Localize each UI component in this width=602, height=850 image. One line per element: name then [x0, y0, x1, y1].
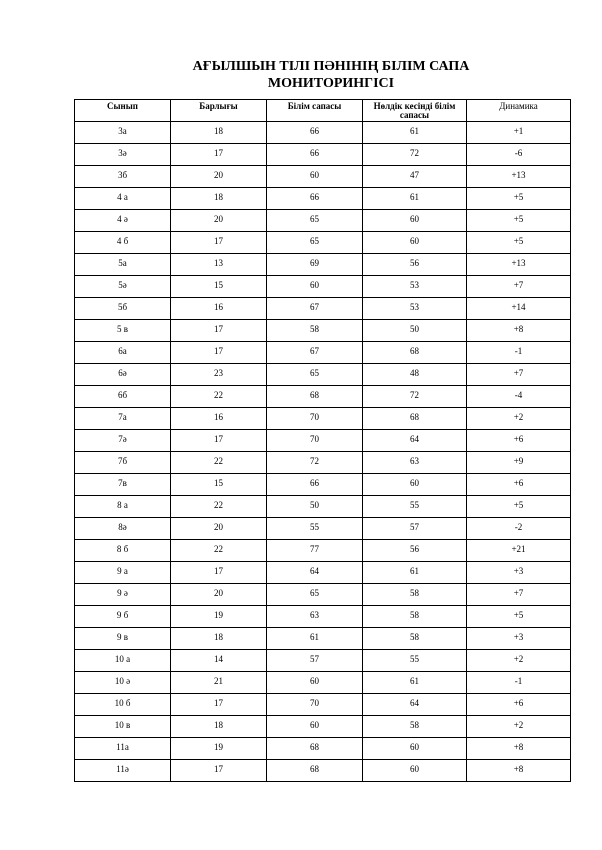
dynamics-cell: +14: [467, 298, 571, 320]
table-row: [75, 408, 571, 430]
class-cell: 8 а: [75, 496, 171, 518]
total-cell: 21: [171, 672, 267, 694]
total-cell: 17: [171, 760, 267, 782]
class-cell: 7ә: [75, 430, 171, 452]
header-class: Сынып: [75, 100, 171, 122]
total-cell: 18: [171, 716, 267, 738]
zero-section-quality-cell: 53: [363, 298, 467, 320]
zero-section-quality-cell: 61: [363, 122, 467, 144]
dynamics-cell: +1: [467, 122, 571, 144]
total-cell: 22: [171, 496, 267, 518]
table-row: [75, 518, 571, 540]
class-cell: 4 ә: [75, 210, 171, 232]
dynamics-cell: +5: [467, 188, 571, 210]
table-row: [75, 320, 571, 342]
total-cell: 18: [171, 122, 267, 144]
table-row: [75, 694, 571, 716]
zero-section-quality-cell: 64: [363, 430, 467, 452]
dynamics-cell: +21: [467, 540, 571, 562]
zero-section-quality-cell: 60: [363, 474, 467, 496]
zero-section-quality-cell: 58: [363, 584, 467, 606]
total-cell: 16: [171, 408, 267, 430]
dynamics-cell: +5: [467, 232, 571, 254]
zero-section-quality-cell: 61: [363, 562, 467, 584]
dynamics-cell: +5: [467, 210, 571, 232]
knowledge-quality-cell: 60: [267, 166, 363, 188]
knowledge-quality-cell: 65: [267, 584, 363, 606]
knowledge-quality-cell: 61: [267, 628, 363, 650]
knowledge-quality-cell: 65: [267, 210, 363, 232]
dynamics-cell: -6: [467, 144, 571, 166]
document-title: [60, 58, 602, 92]
zero-section-quality-cell: 56: [363, 540, 467, 562]
zero-section-quality-cell: 61: [363, 188, 467, 210]
zero-section-quality-cell: 53: [363, 276, 467, 298]
dynamics-cell: -4: [467, 386, 571, 408]
table-row: [75, 210, 571, 232]
knowledge-quality-cell: 66: [267, 474, 363, 496]
class-cell: 3ә: [75, 144, 171, 166]
class-cell: 8 б: [75, 540, 171, 562]
zero-section-quality-cell: 50: [363, 320, 467, 342]
total-cell: 19: [171, 738, 267, 760]
table-row: [75, 276, 571, 298]
total-cell: 17: [171, 694, 267, 716]
knowledge-quality-cell: 70: [267, 430, 363, 452]
table-row: [75, 122, 571, 144]
total-cell: 17: [171, 562, 267, 584]
dynamics-cell: +8: [467, 320, 571, 342]
dynamics-cell: +5: [467, 496, 571, 518]
knowledge-quality-cell: 58: [267, 320, 363, 342]
table-row: [75, 716, 571, 738]
dynamics-cell: +7: [467, 276, 571, 298]
dynamics-cell: +13: [467, 254, 571, 276]
zero-section-quality-cell: 55: [363, 650, 467, 672]
quality-monitoring-table: [74, 99, 571, 782]
class-cell: 10 а: [75, 650, 171, 672]
dynamics-cell: +8: [467, 760, 571, 782]
table-row: [75, 144, 571, 166]
table-row: [75, 386, 571, 408]
table-row: [75, 232, 571, 254]
dynamics-cell: +9: [467, 452, 571, 474]
knowledge-quality-cell: 64: [267, 562, 363, 584]
knowledge-quality-cell: 57: [267, 650, 363, 672]
zero-section-quality-cell: 60: [363, 760, 467, 782]
dynamics-cell: +5: [467, 606, 571, 628]
class-cell: 5 в: [75, 320, 171, 342]
class-cell: 9 ә: [75, 584, 171, 606]
dynamics-cell: +6: [467, 430, 571, 452]
zero-section-quality-cell: 47: [363, 166, 467, 188]
zero-section-quality-cell: 68: [363, 408, 467, 430]
total-cell: 20: [171, 518, 267, 540]
total-cell: 17: [171, 342, 267, 364]
class-cell: 10 б: [75, 694, 171, 716]
class-cell: 11ә: [75, 760, 171, 782]
total-cell: 15: [171, 276, 267, 298]
total-cell: 22: [171, 386, 267, 408]
class-cell: 4 а: [75, 188, 171, 210]
dynamics-cell: +2: [467, 716, 571, 738]
dynamics-cell: +6: [467, 694, 571, 716]
header-knowledge-quality: Білім сапасы: [267, 100, 363, 122]
knowledge-quality-cell: 55: [267, 518, 363, 540]
header-dynamics: Динамика: [467, 100, 571, 122]
dynamics-cell: +7: [467, 584, 571, 606]
knowledge-quality-cell: 68: [267, 760, 363, 782]
class-cell: 6а: [75, 342, 171, 364]
table-row: [75, 562, 571, 584]
total-cell: 22: [171, 540, 267, 562]
title-line-1: АҒЫЛШЫН ТІЛІ ПӘНІНІҢ БІЛІМ САПА: [192, 59, 470, 74]
dynamics-cell: +7: [467, 364, 571, 386]
total-cell: 20: [171, 210, 267, 232]
knowledge-quality-cell: 63: [267, 606, 363, 628]
knowledge-quality-cell: 66: [267, 144, 363, 166]
zero-section-quality-cell: 61: [363, 672, 467, 694]
total-cell: 17: [171, 430, 267, 452]
zero-section-quality-cell: 60: [363, 210, 467, 232]
class-cell: 7в: [75, 474, 171, 496]
zero-section-quality-cell: 60: [363, 232, 467, 254]
zero-section-quality-cell: 58: [363, 606, 467, 628]
class-cell: 6б: [75, 386, 171, 408]
total-cell: 18: [171, 188, 267, 210]
table-row: [75, 496, 571, 518]
knowledge-quality-cell: 67: [267, 342, 363, 364]
knowledge-quality-cell: 70: [267, 694, 363, 716]
dynamics-cell: +13: [467, 166, 571, 188]
zero-section-quality-cell: 55: [363, 496, 467, 518]
knowledge-quality-cell: 60: [267, 716, 363, 738]
dynamics-cell: -1: [467, 672, 571, 694]
knowledge-quality-cell: 77: [267, 540, 363, 562]
table-row: [75, 166, 571, 188]
class-cell: 8ә: [75, 518, 171, 540]
zero-section-quality-cell: 72: [363, 386, 467, 408]
class-cell: 5б: [75, 298, 171, 320]
table-row: [75, 628, 571, 650]
table-row: [75, 430, 571, 452]
dynamics-cell: -2: [467, 518, 571, 540]
dynamics-cell: +2: [467, 408, 571, 430]
total-cell: 20: [171, 584, 267, 606]
class-cell: 10 в: [75, 716, 171, 738]
table-row: [75, 672, 571, 694]
knowledge-quality-cell: 65: [267, 232, 363, 254]
total-cell: 17: [171, 144, 267, 166]
class-cell: 9 б: [75, 606, 171, 628]
knowledge-quality-cell: 68: [267, 386, 363, 408]
total-cell: 22: [171, 452, 267, 474]
zero-section-quality-cell: 63: [363, 452, 467, 474]
knowledge-quality-cell: 70: [267, 408, 363, 430]
total-cell: 14: [171, 650, 267, 672]
knowledge-quality-cell: 67: [267, 298, 363, 320]
class-cell: 3а: [75, 122, 171, 144]
total-cell: 13: [171, 254, 267, 276]
table-row: [75, 540, 571, 562]
dynamics-cell: +3: [467, 562, 571, 584]
zero-section-quality-cell: 68: [363, 342, 467, 364]
zero-section-quality-cell: 56: [363, 254, 467, 276]
table-row: [75, 298, 571, 320]
class-cell: 11а: [75, 738, 171, 760]
class-cell: 9 в: [75, 628, 171, 650]
table-row: [75, 760, 571, 782]
table-row: [75, 254, 571, 276]
dynamics-cell: +6: [467, 474, 571, 496]
class-cell: 3б: [75, 166, 171, 188]
dynamics-cell: -1: [467, 342, 571, 364]
table-row: [75, 452, 571, 474]
knowledge-quality-cell: 60: [267, 672, 363, 694]
dynamics-cell: +8: [467, 738, 571, 760]
class-cell: 5а: [75, 254, 171, 276]
table-body: [75, 122, 571, 782]
total-cell: 17: [171, 320, 267, 342]
total-cell: 19: [171, 606, 267, 628]
total-cell: 23: [171, 364, 267, 386]
class-cell: 6ә: [75, 364, 171, 386]
total-cell: 18: [171, 628, 267, 650]
class-cell: 4 б: [75, 232, 171, 254]
knowledge-quality-cell: 65: [267, 364, 363, 386]
zero-section-quality-cell: 57: [363, 518, 467, 540]
table-row: [75, 606, 571, 628]
zero-section-quality-cell: 58: [363, 628, 467, 650]
total-cell: 16: [171, 298, 267, 320]
class-cell: 7б: [75, 452, 171, 474]
knowledge-quality-cell: 66: [267, 122, 363, 144]
class-cell: 5ә: [75, 276, 171, 298]
table-row: [75, 364, 571, 386]
knowledge-quality-cell: 69: [267, 254, 363, 276]
header-zero-section-quality: Нөлдік кесінді білім сапасы: [363, 100, 467, 122]
table-row: [75, 188, 571, 210]
total-cell: 17: [171, 232, 267, 254]
dynamics-cell: +2: [467, 650, 571, 672]
zero-section-quality-cell: 72: [363, 144, 467, 166]
table-row: [75, 584, 571, 606]
total-cell: 20: [171, 166, 267, 188]
zero-section-quality-cell: 48: [363, 364, 467, 386]
table-header-row: [75, 100, 571, 122]
table-row: [75, 650, 571, 672]
knowledge-quality-cell: 50: [267, 496, 363, 518]
table-row: [75, 474, 571, 496]
header-total: Барлығы: [171, 100, 267, 122]
class-cell: 7а: [75, 408, 171, 430]
knowledge-quality-cell: 60: [267, 276, 363, 298]
title-line-2: МОНИТОРИНГІСІ: [267, 76, 395, 91]
table-row: [75, 342, 571, 364]
class-cell: 9 а: [75, 562, 171, 584]
knowledge-quality-cell: 68: [267, 738, 363, 760]
dynamics-cell: +3: [467, 628, 571, 650]
knowledge-quality-cell: 66: [267, 188, 363, 210]
zero-section-quality-cell: 60: [363, 738, 467, 760]
total-cell: 15: [171, 474, 267, 496]
class-cell: 10 ә: [75, 672, 171, 694]
knowledge-quality-cell: 72: [267, 452, 363, 474]
zero-section-quality-cell: 58: [363, 716, 467, 738]
zero-section-quality-cell: 64: [363, 694, 467, 716]
table-row: [75, 738, 571, 760]
